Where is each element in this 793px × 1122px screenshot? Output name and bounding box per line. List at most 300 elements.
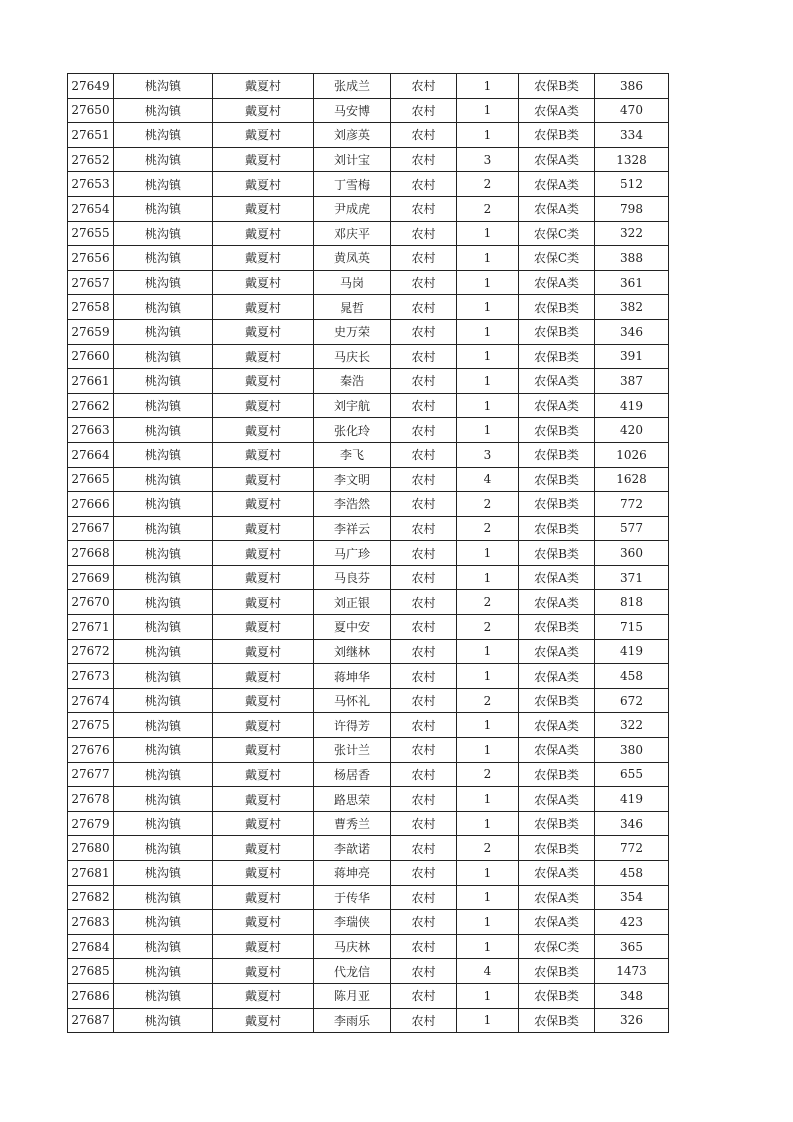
cell-id: 27660 bbox=[68, 344, 114, 369]
cell-village: 戴夏村 bbox=[213, 861, 314, 886]
cell-town: 桃沟镇 bbox=[114, 270, 213, 295]
cell-count: 1 bbox=[457, 541, 519, 566]
cell-name: 李文明 bbox=[314, 467, 391, 492]
cell-amount: 360 bbox=[595, 541, 669, 566]
cell-area: 农村 bbox=[391, 983, 457, 1008]
cell-amount: 470 bbox=[595, 98, 669, 123]
cell-village: 戴夏村 bbox=[213, 344, 314, 369]
cell-category: 农保B类 bbox=[519, 123, 595, 148]
cell-area: 农村 bbox=[391, 787, 457, 812]
cell-village: 戴夏村 bbox=[213, 934, 314, 959]
cell-id: 27658 bbox=[68, 295, 114, 320]
cell-category: 农保B类 bbox=[519, 688, 595, 713]
table-row bbox=[68, 664, 669, 689]
table-row bbox=[68, 565, 669, 590]
cell-id: 27659 bbox=[68, 319, 114, 344]
cell-count: 1 bbox=[457, 319, 519, 344]
cell-count: 1 bbox=[457, 295, 519, 320]
cell-category: 农保B类 bbox=[519, 319, 595, 344]
cell-amount: 772 bbox=[595, 492, 669, 517]
cell-id: 27664 bbox=[68, 442, 114, 467]
cell-amount: 577 bbox=[595, 516, 669, 541]
table-row bbox=[68, 467, 669, 492]
table-row bbox=[68, 393, 669, 418]
cell-amount: 322 bbox=[595, 713, 669, 738]
cell-village: 戴夏村 bbox=[213, 713, 314, 738]
cell-name: 马广珍 bbox=[314, 541, 391, 566]
cell-town: 桃沟镇 bbox=[114, 688, 213, 713]
cell-name: 李浩然 bbox=[314, 492, 391, 517]
cell-town: 桃沟镇 bbox=[114, 738, 213, 763]
cell-category: 农保B类 bbox=[519, 344, 595, 369]
cell-count: 2 bbox=[457, 492, 519, 517]
cell-name: 于传华 bbox=[314, 885, 391, 910]
cell-name: 李歆诺 bbox=[314, 836, 391, 861]
cell-area: 农村 bbox=[391, 590, 457, 615]
cell-amount: 423 bbox=[595, 910, 669, 935]
cell-id: 27681 bbox=[68, 861, 114, 886]
cell-category: 农保A类 bbox=[519, 369, 595, 394]
cell-village: 戴夏村 bbox=[213, 787, 314, 812]
cell-town: 桃沟镇 bbox=[114, 983, 213, 1008]
cell-amount: 334 bbox=[595, 123, 669, 148]
cell-name: 蒋坤华 bbox=[314, 664, 391, 689]
cell-amount: 419 bbox=[595, 639, 669, 664]
cell-category: 农保A类 bbox=[519, 910, 595, 935]
cell-area: 农村 bbox=[391, 516, 457, 541]
cell-area: 农村 bbox=[391, 565, 457, 590]
table-row bbox=[68, 270, 669, 295]
cell-name: 刘计宝 bbox=[314, 147, 391, 172]
cell-count: 1 bbox=[457, 738, 519, 763]
cell-category: 农保A类 bbox=[519, 98, 595, 123]
cell-town: 桃沟镇 bbox=[114, 319, 213, 344]
cell-village: 戴夏村 bbox=[213, 246, 314, 271]
cell-count: 1 bbox=[457, 565, 519, 590]
cell-area: 农村 bbox=[391, 861, 457, 886]
cell-id: 27685 bbox=[68, 959, 114, 984]
cell-village: 戴夏村 bbox=[213, 98, 314, 123]
cell-town: 桃沟镇 bbox=[114, 664, 213, 689]
cell-category: 农保B类 bbox=[519, 615, 595, 640]
cell-village: 戴夏村 bbox=[213, 369, 314, 394]
cell-id: 27656 bbox=[68, 246, 114, 271]
table-row bbox=[68, 369, 669, 394]
cell-village: 戴夏村 bbox=[213, 516, 314, 541]
cell-town: 桃沟镇 bbox=[114, 172, 213, 197]
cell-village: 戴夏村 bbox=[213, 196, 314, 221]
cell-town: 桃沟镇 bbox=[114, 123, 213, 148]
cell-category: 农保A类 bbox=[519, 639, 595, 664]
cell-amount: 346 bbox=[595, 319, 669, 344]
cell-village: 戴夏村 bbox=[213, 590, 314, 615]
cell-amount: 798 bbox=[595, 196, 669, 221]
table-row bbox=[68, 885, 669, 910]
table-row bbox=[68, 738, 669, 763]
cell-count: 1 bbox=[457, 98, 519, 123]
cell-amount: 386 bbox=[595, 74, 669, 99]
cell-village: 戴夏村 bbox=[213, 74, 314, 99]
cell-town: 桃沟镇 bbox=[114, 393, 213, 418]
table-row bbox=[68, 615, 669, 640]
cell-count: 1 bbox=[457, 344, 519, 369]
cell-name: 杨居香 bbox=[314, 762, 391, 787]
cell-count: 1 bbox=[457, 910, 519, 935]
cell-name: 刘彦英 bbox=[314, 123, 391, 148]
cell-id: 27661 bbox=[68, 369, 114, 394]
cell-area: 农村 bbox=[391, 393, 457, 418]
cell-name: 尹成虎 bbox=[314, 196, 391, 221]
cell-id: 27666 bbox=[68, 492, 114, 517]
cell-id: 27672 bbox=[68, 639, 114, 664]
cell-area: 农村 bbox=[391, 74, 457, 99]
cell-category: 农保A类 bbox=[519, 196, 595, 221]
cell-amount: 1473 bbox=[595, 959, 669, 984]
cell-category: 农保B类 bbox=[519, 959, 595, 984]
cell-amount: 818 bbox=[595, 590, 669, 615]
cell-category: 农保A类 bbox=[519, 393, 595, 418]
cell-town: 桃沟镇 bbox=[114, 196, 213, 221]
cell-category: 农保B类 bbox=[519, 295, 595, 320]
cell-id: 27677 bbox=[68, 762, 114, 787]
cell-village: 戴夏村 bbox=[213, 418, 314, 443]
cell-name: 刘正银 bbox=[314, 590, 391, 615]
cell-count: 2 bbox=[457, 762, 519, 787]
table-row bbox=[68, 492, 669, 517]
cell-village: 戴夏村 bbox=[213, 836, 314, 861]
table-row bbox=[68, 787, 669, 812]
cell-id: 27665 bbox=[68, 467, 114, 492]
cell-id: 27670 bbox=[68, 590, 114, 615]
cell-town: 桃沟镇 bbox=[114, 615, 213, 640]
cell-village: 戴夏村 bbox=[213, 147, 314, 172]
cell-count: 1 bbox=[457, 811, 519, 836]
cell-area: 农村 bbox=[391, 123, 457, 148]
table-row bbox=[68, 123, 669, 148]
cell-amount: 672 bbox=[595, 688, 669, 713]
cell-count: 1 bbox=[457, 934, 519, 959]
cell-name: 张化玲 bbox=[314, 418, 391, 443]
cell-amount: 326 bbox=[595, 1008, 669, 1033]
cell-area: 农村 bbox=[391, 836, 457, 861]
table-row bbox=[68, 147, 669, 172]
cell-id: 27686 bbox=[68, 983, 114, 1008]
cell-town: 桃沟镇 bbox=[114, 639, 213, 664]
cell-id: 27679 bbox=[68, 811, 114, 836]
cell-count: 2 bbox=[457, 590, 519, 615]
cell-area: 农村 bbox=[391, 418, 457, 443]
cell-village: 戴夏村 bbox=[213, 983, 314, 1008]
cell-town: 桃沟镇 bbox=[114, 1008, 213, 1033]
table-body bbox=[68, 74, 669, 1033]
cell-category: 农保B类 bbox=[519, 467, 595, 492]
cell-amount: 1628 bbox=[595, 467, 669, 492]
cell-area: 农村 bbox=[391, 885, 457, 910]
cell-village: 戴夏村 bbox=[213, 221, 314, 246]
cell-id: 27650 bbox=[68, 98, 114, 123]
cell-area: 农村 bbox=[391, 172, 457, 197]
cell-village: 戴夏村 bbox=[213, 885, 314, 910]
cell-count: 1 bbox=[457, 123, 519, 148]
cell-amount: 387 bbox=[595, 369, 669, 394]
cell-name: 刘继林 bbox=[314, 639, 391, 664]
cell-name: 曹秀兰 bbox=[314, 811, 391, 836]
cell-area: 农村 bbox=[391, 664, 457, 689]
cell-count: 1 bbox=[457, 787, 519, 812]
cell-category: 农保A类 bbox=[519, 565, 595, 590]
cell-town: 桃沟镇 bbox=[114, 713, 213, 738]
cell-amount: 1328 bbox=[595, 147, 669, 172]
cell-area: 农村 bbox=[391, 467, 457, 492]
cell-village: 戴夏村 bbox=[213, 959, 314, 984]
cell-count: 2 bbox=[457, 196, 519, 221]
cell-count: 1 bbox=[457, 418, 519, 443]
cell-town: 桃沟镇 bbox=[114, 418, 213, 443]
cell-amount: 458 bbox=[595, 861, 669, 886]
cell-id: 27662 bbox=[68, 393, 114, 418]
table-row bbox=[68, 1008, 669, 1033]
cell-name: 刘宇航 bbox=[314, 393, 391, 418]
cell-id: 27683 bbox=[68, 910, 114, 935]
cell-amount: 380 bbox=[595, 738, 669, 763]
cell-village: 戴夏村 bbox=[213, 319, 314, 344]
cell-amount: 512 bbox=[595, 172, 669, 197]
cell-category: 农保B类 bbox=[519, 1008, 595, 1033]
cell-area: 农村 bbox=[391, 369, 457, 394]
cell-area: 农村 bbox=[391, 246, 457, 271]
cell-category: 农保A类 bbox=[519, 738, 595, 763]
table-row bbox=[68, 959, 669, 984]
cell-category: 农保A类 bbox=[519, 172, 595, 197]
cell-name: 代龙信 bbox=[314, 959, 391, 984]
cell-town: 桃沟镇 bbox=[114, 959, 213, 984]
cell-id: 27668 bbox=[68, 541, 114, 566]
cell-town: 桃沟镇 bbox=[114, 492, 213, 517]
cell-area: 农村 bbox=[391, 270, 457, 295]
table-row bbox=[68, 811, 669, 836]
cell-amount: 391 bbox=[595, 344, 669, 369]
cell-town: 桃沟镇 bbox=[114, 934, 213, 959]
table-row bbox=[68, 590, 669, 615]
cell-id: 27671 bbox=[68, 615, 114, 640]
table-row bbox=[68, 516, 669, 541]
cell-id: 27653 bbox=[68, 172, 114, 197]
cell-count: 1 bbox=[457, 639, 519, 664]
cell-village: 戴夏村 bbox=[213, 393, 314, 418]
cell-category: 农保B类 bbox=[519, 983, 595, 1008]
cell-village: 戴夏村 bbox=[213, 762, 314, 787]
cell-id: 27657 bbox=[68, 270, 114, 295]
cell-category: 农保A类 bbox=[519, 664, 595, 689]
cell-name: 夏中安 bbox=[314, 615, 391, 640]
cell-category: 农保B类 bbox=[519, 516, 595, 541]
table-row bbox=[68, 541, 669, 566]
cell-town: 桃沟镇 bbox=[114, 74, 213, 99]
cell-amount: 361 bbox=[595, 270, 669, 295]
cell-id: 27682 bbox=[68, 885, 114, 910]
cell-id: 27687 bbox=[68, 1008, 114, 1033]
cell-category: 农保C类 bbox=[519, 934, 595, 959]
cell-village: 戴夏村 bbox=[213, 811, 314, 836]
cell-count: 4 bbox=[457, 467, 519, 492]
table-row bbox=[68, 344, 669, 369]
cell-town: 桃沟镇 bbox=[114, 442, 213, 467]
cell-category: 农保A类 bbox=[519, 713, 595, 738]
cell-name: 蒋坤亮 bbox=[314, 861, 391, 886]
cell-amount: 365 bbox=[595, 934, 669, 959]
cell-category: 农保B类 bbox=[519, 811, 595, 836]
cell-area: 农村 bbox=[391, 98, 457, 123]
cell-town: 桃沟镇 bbox=[114, 762, 213, 787]
table-row bbox=[68, 762, 669, 787]
cell-area: 农村 bbox=[391, 934, 457, 959]
cell-town: 桃沟镇 bbox=[114, 467, 213, 492]
cell-count: 2 bbox=[457, 836, 519, 861]
cell-category: 农保A类 bbox=[519, 885, 595, 910]
table-row bbox=[68, 246, 669, 271]
cell-amount: 420 bbox=[595, 418, 669, 443]
cell-count: 1 bbox=[457, 74, 519, 99]
cell-village: 戴夏村 bbox=[213, 565, 314, 590]
cell-area: 农村 bbox=[391, 811, 457, 836]
cell-area: 农村 bbox=[391, 738, 457, 763]
cell-town: 桃沟镇 bbox=[114, 541, 213, 566]
cell-town: 桃沟镇 bbox=[114, 787, 213, 812]
cell-amount: 348 bbox=[595, 983, 669, 1008]
cell-count: 2 bbox=[457, 172, 519, 197]
cell-name: 邓庆平 bbox=[314, 221, 391, 246]
table-row bbox=[68, 713, 669, 738]
cell-name: 李飞 bbox=[314, 442, 391, 467]
cell-id: 27663 bbox=[68, 418, 114, 443]
cell-name: 马庆长 bbox=[314, 344, 391, 369]
table-row bbox=[68, 934, 669, 959]
cell-id: 27652 bbox=[68, 147, 114, 172]
cell-amount: 1026 bbox=[595, 442, 669, 467]
cell-name: 秦浩 bbox=[314, 369, 391, 394]
cell-id: 27667 bbox=[68, 516, 114, 541]
cell-village: 戴夏村 bbox=[213, 910, 314, 935]
cell-town: 桃沟镇 bbox=[114, 344, 213, 369]
cell-area: 农村 bbox=[391, 442, 457, 467]
cell-count: 1 bbox=[457, 221, 519, 246]
cell-amount: 382 bbox=[595, 295, 669, 320]
cell-amount: 458 bbox=[595, 664, 669, 689]
cell-id: 27651 bbox=[68, 123, 114, 148]
cell-name: 张计兰 bbox=[314, 738, 391, 763]
table-row bbox=[68, 196, 669, 221]
cell-area: 农村 bbox=[391, 147, 457, 172]
cell-category: 农保A类 bbox=[519, 590, 595, 615]
cell-town: 桃沟镇 bbox=[114, 910, 213, 935]
cell-amount: 419 bbox=[595, 787, 669, 812]
cell-name: 马庆林 bbox=[314, 934, 391, 959]
cell-id: 27675 bbox=[68, 713, 114, 738]
cell-village: 戴夏村 bbox=[213, 541, 314, 566]
cell-village: 戴夏村 bbox=[213, 639, 314, 664]
cell-name: 马良芬 bbox=[314, 565, 391, 590]
cell-village: 戴夏村 bbox=[213, 123, 314, 148]
cell-town: 桃沟镇 bbox=[114, 147, 213, 172]
cell-area: 农村 bbox=[391, 959, 457, 984]
table-row bbox=[68, 836, 669, 861]
cell-town: 桃沟镇 bbox=[114, 811, 213, 836]
cell-village: 戴夏村 bbox=[213, 172, 314, 197]
cell-village: 戴夏村 bbox=[213, 442, 314, 467]
cell-town: 桃沟镇 bbox=[114, 369, 213, 394]
table-row bbox=[68, 910, 669, 935]
cell-id: 27669 bbox=[68, 565, 114, 590]
cell-town: 桃沟镇 bbox=[114, 836, 213, 861]
cell-category: 农保C类 bbox=[519, 246, 595, 271]
table-row bbox=[68, 98, 669, 123]
cell-town: 桃沟镇 bbox=[114, 246, 213, 271]
cell-village: 戴夏村 bbox=[213, 295, 314, 320]
cell-name: 许得芳 bbox=[314, 713, 391, 738]
cell-amount: 322 bbox=[595, 221, 669, 246]
cell-count: 2 bbox=[457, 615, 519, 640]
cell-village: 戴夏村 bbox=[213, 1008, 314, 1033]
cell-id: 27680 bbox=[68, 836, 114, 861]
cell-category: 农保A类 bbox=[519, 270, 595, 295]
cell-amount: 715 bbox=[595, 615, 669, 640]
cell-count: 1 bbox=[457, 664, 519, 689]
cell-category: 农保B类 bbox=[519, 836, 595, 861]
cell-area: 农村 bbox=[391, 762, 457, 787]
cell-count: 1 bbox=[457, 393, 519, 418]
table-row bbox=[68, 983, 669, 1008]
cell-name: 李雨乐 bbox=[314, 1008, 391, 1033]
cell-category: 农保B类 bbox=[519, 418, 595, 443]
cell-town: 桃沟镇 bbox=[114, 565, 213, 590]
cell-area: 农村 bbox=[391, 319, 457, 344]
cell-village: 戴夏村 bbox=[213, 615, 314, 640]
cell-count: 1 bbox=[457, 369, 519, 394]
cell-id: 27676 bbox=[68, 738, 114, 763]
cell-town: 桃沟镇 bbox=[114, 861, 213, 886]
cell-amount: 655 bbox=[595, 762, 669, 787]
cell-amount: 354 bbox=[595, 885, 669, 910]
table-row bbox=[68, 442, 669, 467]
cell-count: 4 bbox=[457, 959, 519, 984]
cell-id: 27649 bbox=[68, 74, 114, 99]
cell-area: 农村 bbox=[391, 639, 457, 664]
cell-category: 农保B类 bbox=[519, 492, 595, 517]
cell-count: 1 bbox=[457, 246, 519, 271]
cell-area: 农村 bbox=[391, 492, 457, 517]
cell-count: 2 bbox=[457, 516, 519, 541]
cell-amount: 346 bbox=[595, 811, 669, 836]
cell-town: 桃沟镇 bbox=[114, 516, 213, 541]
cell-area: 农村 bbox=[391, 344, 457, 369]
data-table bbox=[67, 73, 669, 1033]
cell-id: 27684 bbox=[68, 934, 114, 959]
cell-count: 1 bbox=[457, 861, 519, 886]
cell-count: 1 bbox=[457, 1008, 519, 1033]
cell-town: 桃沟镇 bbox=[114, 885, 213, 910]
cell-area: 农村 bbox=[391, 196, 457, 221]
cell-amount: 419 bbox=[595, 393, 669, 418]
cell-village: 戴夏村 bbox=[213, 664, 314, 689]
cell-count: 3 bbox=[457, 147, 519, 172]
table-row bbox=[68, 172, 669, 197]
cell-area: 农村 bbox=[391, 221, 457, 246]
cell-id: 27655 bbox=[68, 221, 114, 246]
cell-category: 农保A类 bbox=[519, 147, 595, 172]
cell-count: 3 bbox=[457, 442, 519, 467]
cell-name: 马安博 bbox=[314, 98, 391, 123]
cell-category: 农保A类 bbox=[519, 861, 595, 886]
